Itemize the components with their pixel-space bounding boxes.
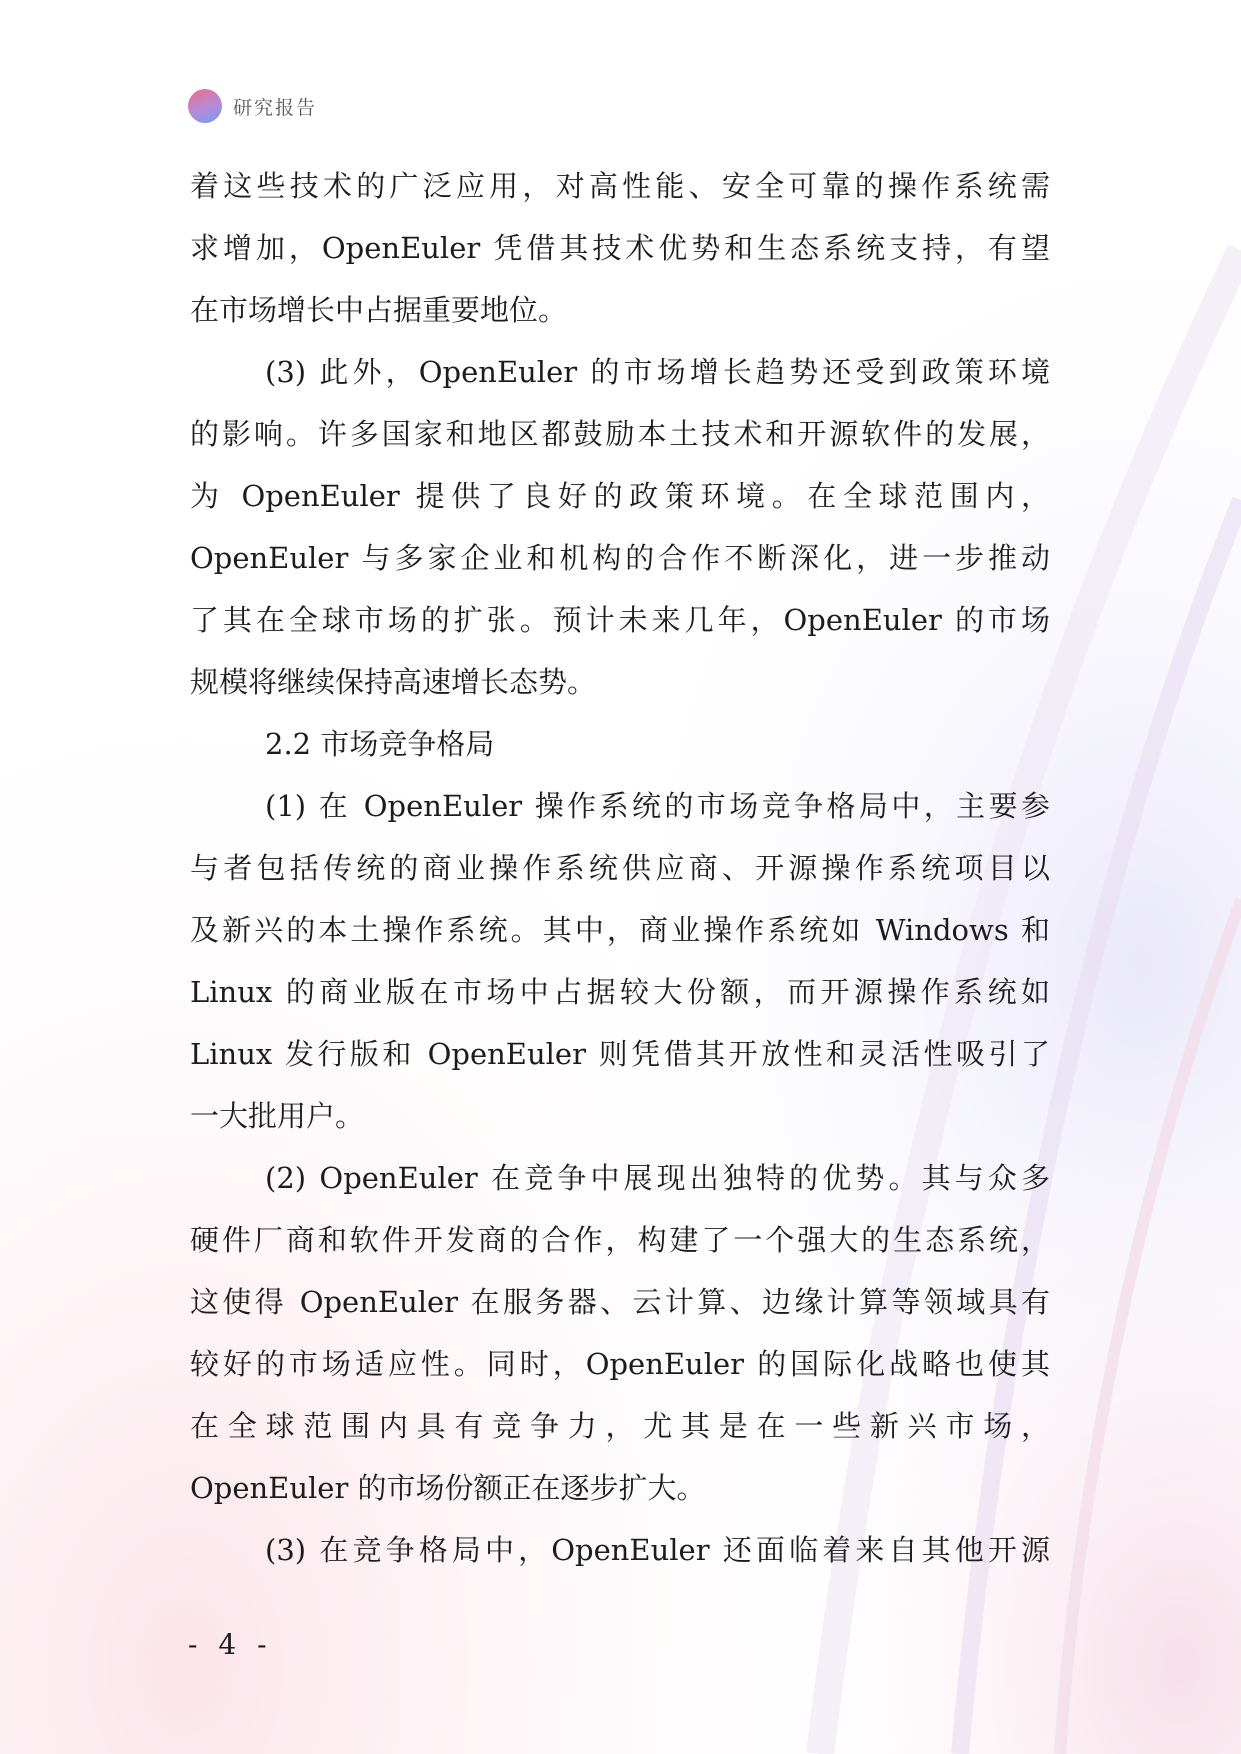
text-line: (2) OpenEuler 在竞争中展现出独特的优势。其与众多 [265, 1161, 1050, 1195]
text-line: (3) 此外，OpenEuler 的市场增长趋势还受到政策环境 [265, 355, 1050, 389]
text-line: 求增加，OpenEuler 凭借其技术优势和生态系统支持，有望 [190, 231, 1050, 265]
text-line: 规模将继续保持高速增长态势。 [190, 665, 597, 699]
logo-circle-icon [188, 89, 222, 123]
text-line: 较好的市场适应性。同时，OpenEuler 的国际化战略也使其 [190, 1347, 1050, 1381]
text-line: 及新兴的本土操作系统。其中，商业操作系统如 Windows 和 [190, 913, 1050, 947]
header-label: 研究报告 [233, 96, 318, 119]
document-body [190, 155, 1050, 1581]
section-heading: 2.2 市场竞争格局 [265, 727, 495, 761]
text-line: 在市场增长中占据重要地位。 [190, 293, 568, 327]
text-line: (3) 在竞争格局中，OpenEuler 还面临着来自其他开源 [265, 1533, 1050, 1567]
text-line: 为 OpenEuler 提供了良好的政策环境。在全球范围内， [190, 479, 1050, 513]
text-line: OpenEuler 与多家企业和机构的合作不断深化，进一步推动 [190, 541, 1050, 575]
text-line: 一大批用户。 [190, 1099, 365, 1133]
text-line: 在全球范围内具有竞争力，尤其是在一些新兴市场， [190, 1409, 1050, 1443]
text-line: 着这些技术的广泛应用，对高性能、安全可靠的操作系统需 [190, 169, 1050, 203]
text-line: 这使得 OpenEuler 在服务器、云计算、边缘计算等领域具有 [190, 1285, 1050, 1319]
text-line: 硬件厂商和软件开发商的合作，构建了一个强大的生态系统， [190, 1223, 1050, 1257]
text-line: (1) 在 OpenEuler 操作系统的市场竞争格局中，主要参 [265, 789, 1050, 823]
text-line: 的影响。许多国家和地区都鼓励本土技术和开源软件的发展， [190, 417, 1050, 451]
text-line: 了其在全球市场的扩张。预计未来几年，OpenEuler 的市场 [190, 603, 1050, 637]
page-number: - 4 - [188, 1628, 273, 1661]
text-line: Linux 发行版和 OpenEuler 则凭借其开放性和灵活性吸引了 [190, 1037, 1050, 1071]
text-line: 与者包括传统的商业操作系统供应商、开源操作系统项目以 [190, 851, 1050, 885]
text-line: Linux 的商业版在市场中占据较大份额，而开源操作系统如 [190, 975, 1050, 1009]
text-line: OpenEuler 的市场份额正在逐步扩大。 [190, 1471, 706, 1505]
report-header [188, 88, 317, 124]
